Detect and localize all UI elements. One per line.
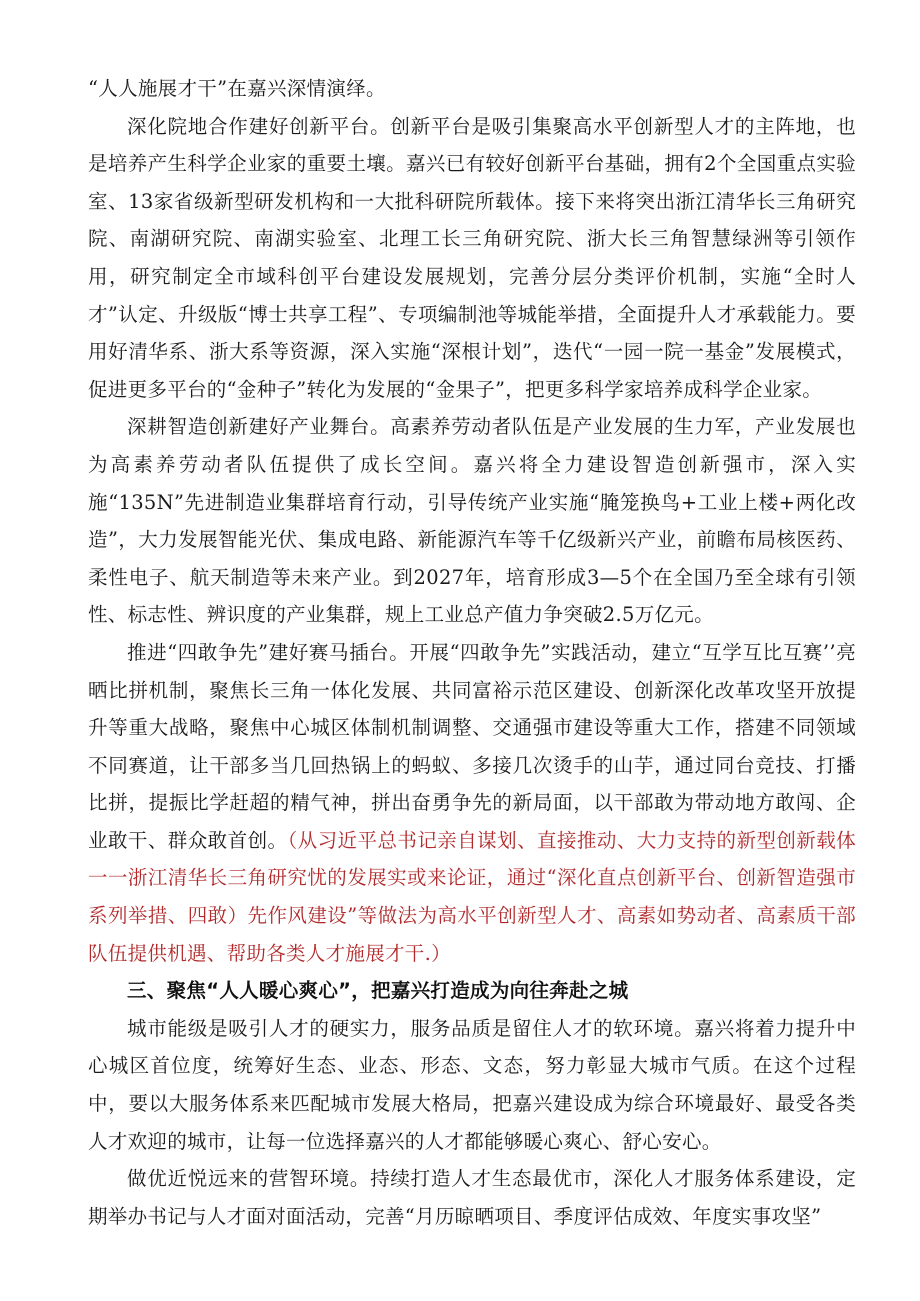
paragraph-continuation: “人人施展才干”在嘉兴深情演绎。 [88, 77, 386, 100]
paragraph-innovation-platform: 深化院地合作建好创新平台。创新平台是吸引集聚高水平创新型人才的主阵地，也是培养产生科学企业家的重要土壤。嘉兴已有较好创新平台基础，拥有2个全国重点实验室、13家省级新型研发机构和一大批科研院所载体。接下来将突出浙江清华长三角研究院、南湖研究院、南湖实验室、北理工长三角研究院、浙大长三角智慧绿洲等引领作用，研究制定全市域科创平台建设发展规划，完善分层分类评价机制，实施“全时人才”认定、升级版“博士共享工程”、专项编制池等城能举措，全面提升人才承载能力。要用好清华系、浙大系等资源，深入实施“深根计划”，迭代“一园一院一基金”发展模式，促进更多平台的“金种子”转化为发展的“金果子”，把更多科学家培养成科学企业家。 [88, 114, 856, 401]
document-page [88, 70, 856, 1235]
section-heading-three: 三、聚焦“人人暖心爽心”，把嘉兴打造成为向往奔赴之城 [127, 979, 629, 1003]
paragraph-city-service: 城市能级是吸引人才的硬实力，服务品质是留住人才的软环境。嘉兴将着力提升中心城区首位度，统筹好生态、业态、形态、文态，努力彰显大城市气质。在这个过程中，要以大服务体系来匹配城市发展大格局，把嘉兴建设成为综合环境最好、最受各类人才欢迎的城市，让每一位选择嘉兴的人才都能够暖心爽心、舒心安心。 [88, 1016, 856, 1153]
paragraph-talent-environment: 做优近悦远来的营智环境。持续打造人才生态最优市，深化人才服务体系建设，定期举办书记与人才面对面活动，完善“月历晾晒项目、季度评估成效、年度实事攻坚” [88, 1167, 856, 1228]
paragraph-four-dare [88, 634, 856, 972]
paragraph-industry-stage: 深耕智造创新建好产业舞台。高素养劳动者队伍是产业发展的生力军，产业发展也为高素养劳动者队伍提供了成长空间。嘉兴将全力建设智造创新强市，深入实施“135N”先进制造业集群培育行动，引导传统产业实施“腌笼换鸟+工业上楼+两化改造”，大力发展智能光伏、集成电路、新能源汽车等千亿级新兴产业，前瞻布局核医药、柔性电子、航天制造等未来产业。到2027年，培育形成3—5个在全国乃至全球有引领性、标志性、辨识度的产业集群，规上工业总产值力争突破2.5万亿元。 [88, 415, 856, 627]
paragraph-four-dare-text: 推进“四敢争先”建好赛马插台。开展“四敢争先”实践活动，建立“互学互比互赛’’亮晒比拼机制，聚焦长三角一体化发展、共同富裕示范区建设、创新深化改革攻坚开放提升等重大战略，聚焦中心城区体制机制调整、交通强市建设等重大工作，搭建不同领域不同赛道，让干部多当几回热锅上的蚂蚁、多接几次烫手的山芋，通过同台竞技、打播比拼，提振比学赶超的精气神，拼出奋勇争先的新局面，以干部敢为带动地方敢闯、企业敢干、群众敢首创。 [88, 640, 856, 852]
annotation-red-note: （从习近平总书记亲自谋划、直接推动、大力支持的新型创新载体一一浙江清华长三角研究忧的发展实或来论证，通过“深化直点创新平台、创新智造强市系列举措、四敢）先作风建设”等做法为高水平创新型人才、高素如势动者、高素质干部队伍提供机遇、帮助各类人才施展才干.） [88, 828, 856, 965]
